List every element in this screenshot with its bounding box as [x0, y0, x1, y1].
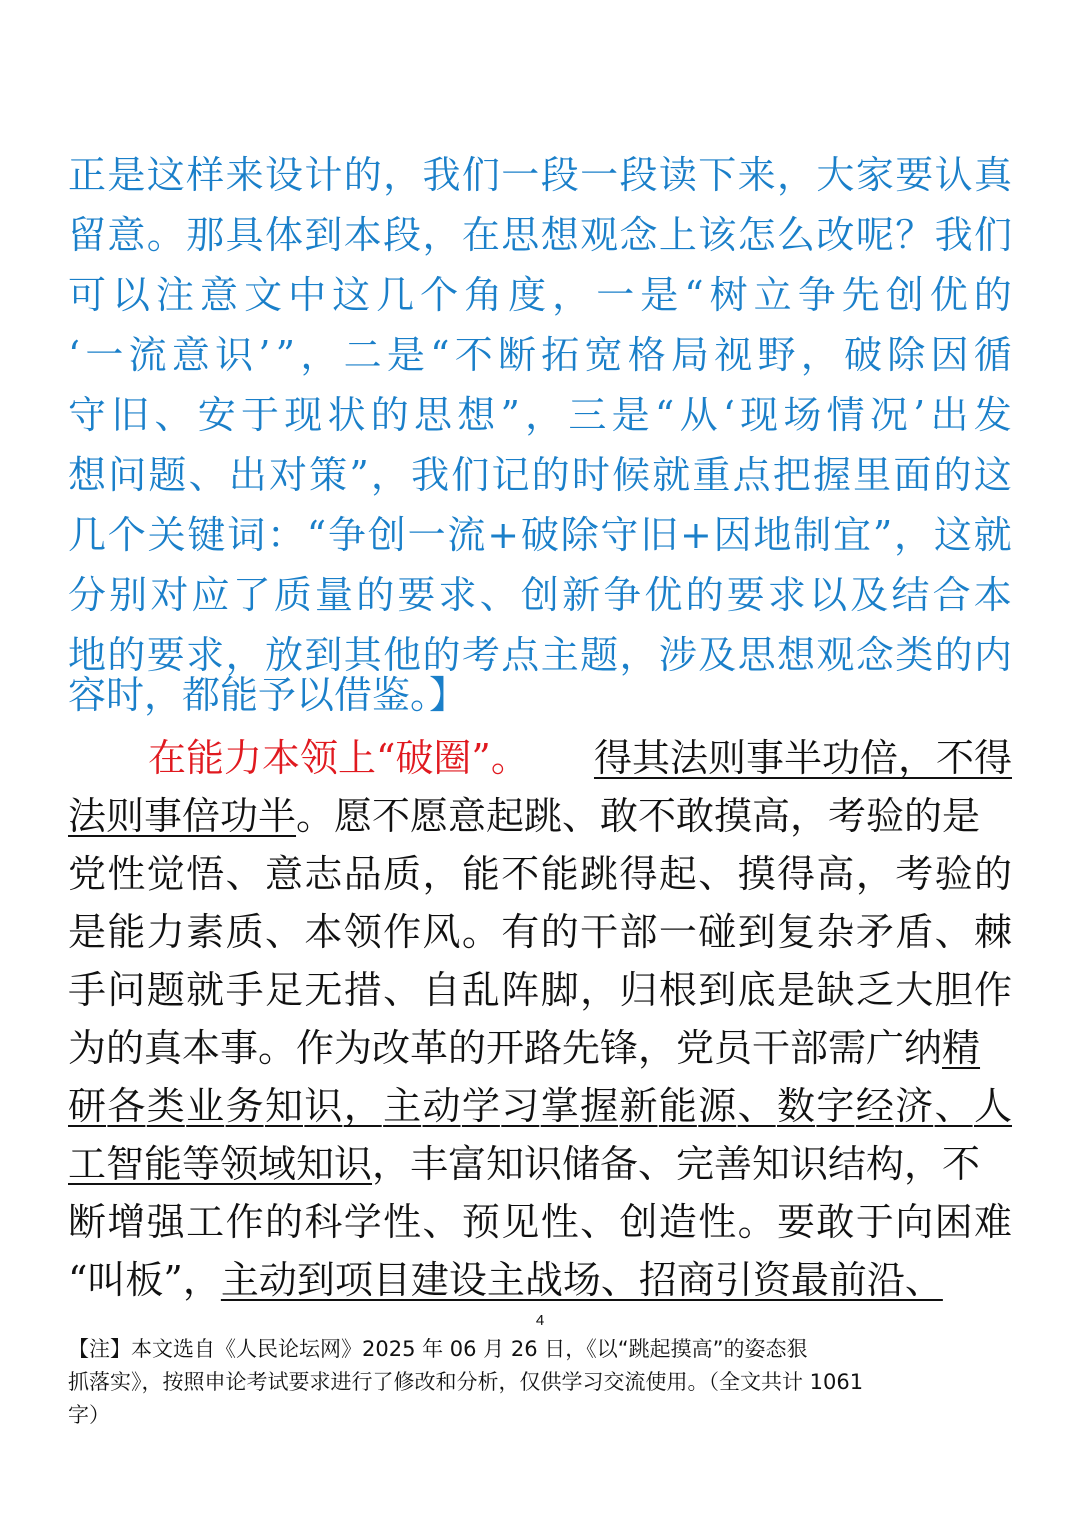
footnote-line-2: 抓落实》，按照申论考试要求进行了修改和分析，仅供学习交流使用。（全文共计 1061	[68, 1370, 864, 1394]
commentary-line-9: 地 的 要 求 ， 放 到 其 他 的 考 点 主 题 ， 涉 及 思 想 观 念 类 的 内	[68, 633, 1012, 677]
underlined-phrase-2a: 精	[942, 1026, 981, 1070]
section-heading: 在能力本领上“破圈”。	[148, 736, 529, 780]
underlined-phrase-2b: 研 各 类 业 务 知 识 ， 主 动 学 习 掌 握 新 能 源 、 数 字 经 济 、 人	[68, 1084, 1012, 1128]
body-line-5: 手 问 题 就 手 足 无 措 、 自 乱 阵 脚 ， 归 根 到 底 是 缺 乏 大 胆 作	[68, 968, 1012, 1012]
underlined-phrase-2c: 工智能等领域知识	[68, 1142, 373, 1186]
page-number: 4	[535, 1312, 545, 1329]
body-line-10	[68, 1250, 1012, 1310]
underlined-phrase-3: 主动到项目建设主战场、招商引资最前沿、	[220, 1258, 943, 1302]
commentary-line-10: 容时，都能予以借鉴。】	[68, 673, 468, 717]
commentary-line-8: 分 别 对 应 了 质 量 的 要 求 、 创 新 争 优 的 要 求 以 及 结 合 本	[68, 573, 1012, 617]
body-line-3: 党 性 觉 悟 、 意 志 品 质 ， 能 不 能 跳 得 起 、 摸 得 高 ， 考 验 的	[68, 852, 1012, 896]
body-line-8	[68, 1134, 1012, 1194]
commentary-line-2: 留 意 。 那 具 体 到 本 段 ， 在 思 想 观 念 上 该 怎 么 改 呢 ？ 我 们	[68, 213, 1012, 257]
underlined-phrase-1b: 法则事倍功半	[68, 794, 297, 838]
commentary-line-6: 想 问 题 、 出 对 策 ” ， 我 们 记 的 时 候 就 重 点 把 握 里 面 的 这	[68, 453, 1012, 497]
underlined-phrase-1a: 得其法则事半功倍，不得	[593, 736, 1012, 780]
commentary-line-3: 可 以 注 意 文 中 这 几 个 角 度 ， 一 是 “ 树 立 争 先 创 优 的	[68, 273, 1012, 317]
body-line-6-text: 为的真本事。作为改革的开路先锋，党员干部需广纳	[68, 1026, 943, 1070]
commentary-line-5: 守 旧 、 安 于 现 状 的 思 想 ” ， 三 是 “ 从 ‘ 现 场 情 况 ’ 出 发	[68, 393, 1012, 437]
body-line-1	[148, 728, 1012, 788]
footnote-line-3: 字）	[68, 1403, 110, 1427]
commentary-line-1: 正 是 这 样 来 设 计 的 ， 我 们 一 段 一 段 读 下 来 ， 大 家 要 认 真	[68, 153, 1012, 197]
commentary-line-7: 几 个 关 键 词 ： “ 争 创 一 流 + 破 除 守 旧 + 因 地 制 宜 ” ， 这 就	[68, 513, 1012, 557]
body-line-10-text: “叫板”，	[68, 1258, 221, 1302]
body-line-2	[68, 786, 1012, 846]
body-line-6	[68, 1018, 1012, 1078]
body-line-4: 是 能 力 素 质 、 本 领 作 风 。 有 的 干 部 一 碰 到 复 杂 矛 盾 、 棘	[68, 910, 1012, 954]
body-line-2-text: 。愿不愿意起跳、敢不敢摸高，考验的是	[296, 794, 981, 838]
commentary-line-4: ‘ 一 流 意 识 ’ ” ， 二 是 “ 不 断 拓 宽 格 局 视 野 ， 破 除 因 循	[68, 333, 1012, 377]
body-line-8-text: ，丰富知识储备、完善知识结构，不	[372, 1142, 981, 1186]
body-line-9: 断 增 强 工 作 的 科 学 性 、 预 见 性 、 创 造 性 。 要 敢 于 向 困 难	[68, 1200, 1012, 1244]
footnote-line-1: 【注】本文选自《人民论坛网》2025 年 06 月 26 日，《以“跳起摸高”的姿态狠	[68, 1337, 808, 1361]
